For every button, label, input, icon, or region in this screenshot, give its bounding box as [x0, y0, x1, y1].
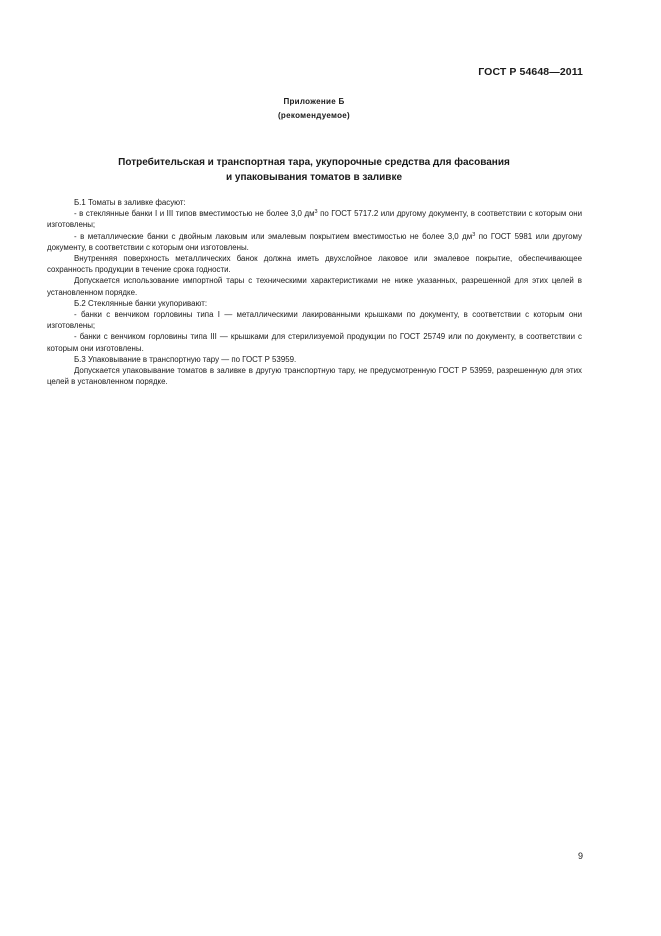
clause-b2-type-3: - банки с венчиком горловины типа III — крышками для стерилизуемой продукции по ГОСТ 25749 или по документу, в соответствии с которым они изготовлены.	[47, 332, 582, 353]
section-title-line-1: Потребительская и транспортная тара, укупорочные средства для фасования	[118, 157, 510, 168]
clause-b1: Б.1 Томаты в заливке фасуют:	[74, 198, 186, 207]
superscript: 3	[314, 209, 318, 216]
clause-b2-type-1: - банки с венчиком горловины типа I — металлическими лакированными крышками по документу, в соответствии с которым они изготовлены;	[47, 310, 582, 331]
appendix-heading	[0, 95, 628, 122]
section-title-line-2: и упаковывания томатов в заливке	[225, 172, 403, 183]
section-title	[60, 155, 568, 185]
clause-b3: Б.3 Упаковывание в транспортную тару — по ГОСТ Р 53959.	[74, 354, 297, 364]
clause-b1-inner-coating: Внутренняя поверхность металлических банок должна иметь двухслойное лаковое или эмалевое покрытие, обеспечивающее сохранность продукции в течение срока годности.	[47, 254, 582, 275]
document-code: ГОСТ Р 54648—2011	[478, 66, 583, 78]
clause-b3-other-packaging: Допускается упаковывание томатов в заливке в другую транспортную тару, не предусмотренную ГОСТ Р 53959, разрешенную для этих целей в установленном порядке.	[47, 366, 582, 387]
document-body	[47, 197, 582, 387]
clause-b1-glass-jars	[47, 208, 582, 230]
clause-b1-import: Допускается использование импортной тары с техническими характеристиками не ниже указанных, разрешенной для этих целей в установленном порядке.	[47, 276, 582, 297]
clause-text: по ГОСТ 5717.2 или другому документу, в соответствии с которым они изготовлены;	[47, 209, 582, 230]
clause-text: по ГОСТ 5981 или другому документу, в соответствии с которым они изготовлены.	[47, 231, 582, 252]
superscript: 3	[472, 231, 476, 238]
page-number: 9	[577, 851, 583, 861]
appendix-label: Приложение Б	[283, 97, 345, 106]
clause-b1-metal-cans	[47, 231, 582, 253]
clause-text: - в металлические банки с двойным лаковым или эмалевым покрытием вместимостью не более 3,0 дм	[74, 231, 473, 241]
clause-b2: Б.2 Стеклянные банки укупоривают:	[74, 298, 208, 308]
appendix-status: (рекомендуемое)	[277, 110, 351, 120]
clause-text: - в стеклянные банки I и III типов вместимостью не более 3,0 дм	[74, 209, 315, 219]
